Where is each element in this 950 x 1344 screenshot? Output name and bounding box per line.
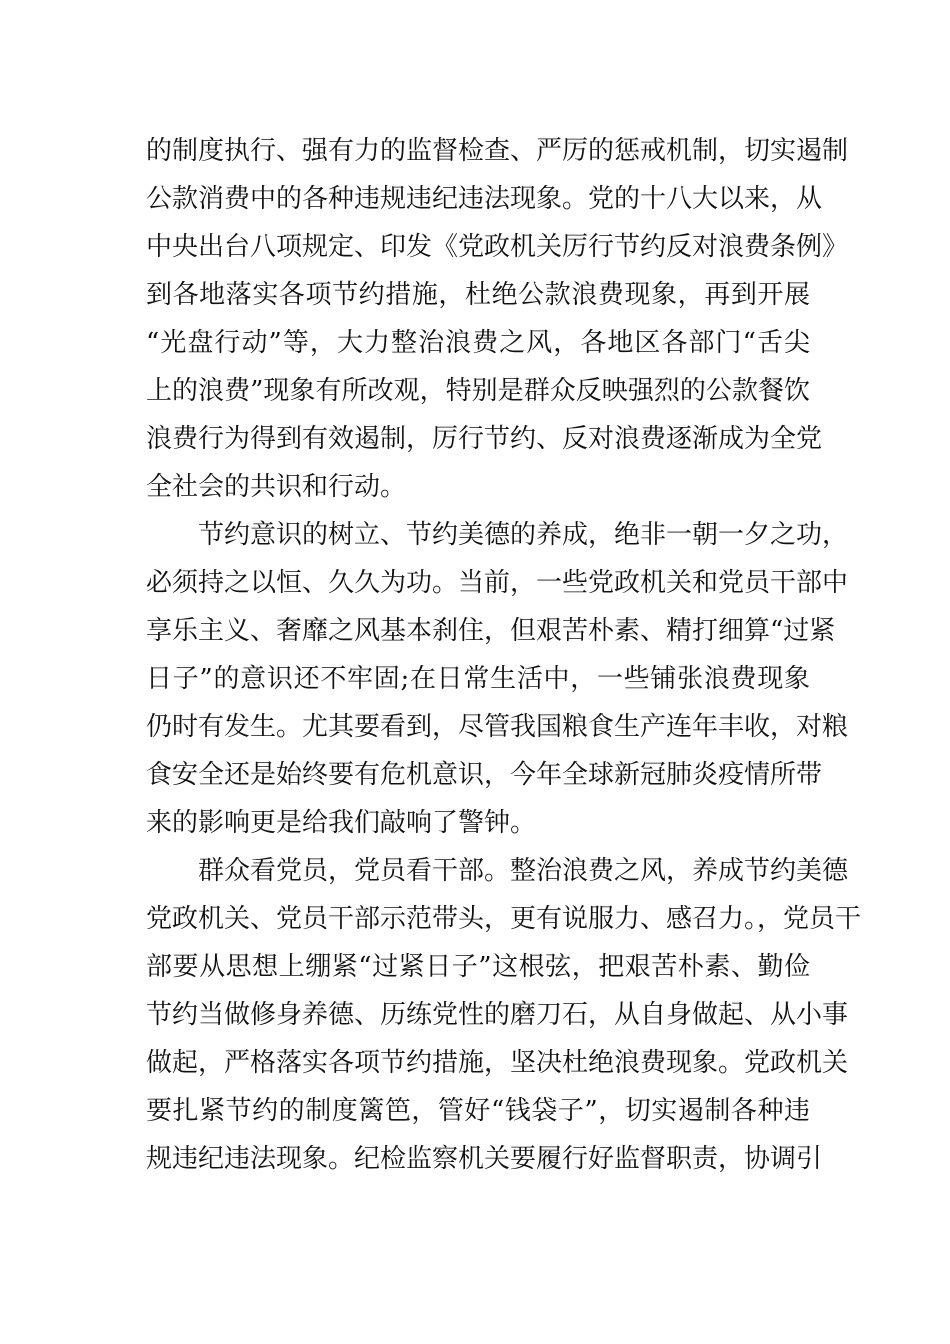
document-body [146,127,862,1183]
text-line: 中央出台八项规定、印发《党政机关厉行节约反对浪费条例》 [146,232,849,262]
text-line: 做起，严格落实各项节约措施，坚决杜绝浪费现象。党政机关 [146,1048,849,1078]
text-line: 要扎紧节约的制度篱笆，管好“钱袋子”，切实遏制各种违 [146,1096,810,1126]
text-line: 公款消费中的各种违规违纪违法现象。党的十八大以来，从 [146,184,823,214]
text-line: 部要从思想上绷紧“过紧日子”这根弦，把艰苦朴素、勤俭 [146,952,810,982]
text-line: 群众看党员，党员看干部。整治浪费之风，养成节约美德 [198,856,849,886]
text-line: 浪费行为得到有效遏制，厉行节约、反对浪费逐渐成为全党 [146,424,823,454]
paragraph-2 [146,511,849,847]
text-line: 规违纪违法现象。纪检监察机关要履行好监督职责，协调引 [146,1144,823,1174]
text-line: 节约意识的树立、节约美德的养成，绝非一朝一夕之功， [198,520,849,550]
text-line: 节约当做修身养德、历练党性的磨刀石，从自身做起、从小事 [146,1000,849,1030]
paragraph-3 [146,847,862,1183]
text-line: 党政机关、党员干部示范带头，更有说服力、感召力。，党员干 [146,904,862,934]
text-line: 日子”的意识还不牢固;在日常生活中，一些铺张浪费现象 [146,664,810,694]
text-line: 享乐主义、奢靡之风基本刹住，但艰苦朴素、精打细算“过紧 [146,616,836,646]
text-line: 必须持之以恒、久久为功。当前，一些党政机关和党员干部中 [146,568,849,598]
text-line: 来的影响更是给我们敲响了警钟。 [146,808,537,838]
text-line: 仍时有发生。尤其要看到，尽管我国粮食生产连年丰收，对粮 [146,712,849,742]
text-line: 的制度执行、强有力的监督检查、严厉的惩戒机制，切实遏制 [146,136,849,166]
text-line: 到各地落实各项节约措施，杜绝公款浪费现象，再到开展 [146,280,810,310]
text-line: “光盘行动”等，大力整治浪费之风，各地区各部门“舌尖 [146,328,810,358]
text-line: 上的浪费”现象有所改观，特别是群众反映强烈的公款餐饮 [146,376,810,406]
paragraph-1 [146,127,849,511]
text-line: 全社会的共识和行动。 [146,472,407,502]
text-line: 食安全还是始终要有危机意识，今年全球新冠肺炎疫情所带 [146,760,823,790]
